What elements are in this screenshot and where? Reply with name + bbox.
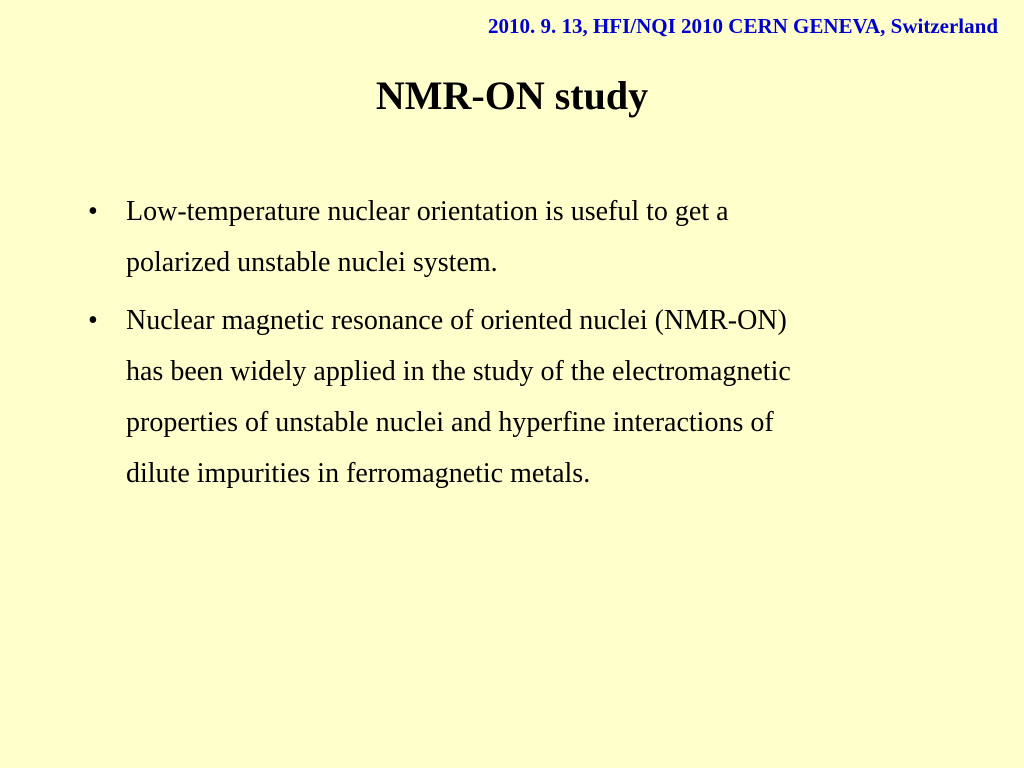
bullet-line: dilute impurities in ferromagnetic metals. xyxy=(126,458,591,489)
bullet-line: Nuclear magnetic resonance of oriented nuclei (NMR-ON) xyxy=(126,305,787,336)
conference-header-note: 2010. 9. 13, HFI/NQI 2010 CERN GENEVA, Switzerland xyxy=(487,14,998,38)
bullet-icon: • xyxy=(88,196,98,227)
bullet-line: has been widely applied in the study of the electromagnetic xyxy=(126,356,791,387)
bullet-line: polarized unstable nuclei system. xyxy=(126,247,498,278)
bullet-line: Low-temperature nuclear orientation is useful to get a xyxy=(126,196,729,227)
slide-title: NMR-ON study xyxy=(375,73,649,118)
bullet-icon: • xyxy=(88,305,98,336)
bullet-list xyxy=(88,186,968,506)
bullet-item xyxy=(88,186,968,288)
bullet-item xyxy=(88,295,968,499)
bullet-line: properties of unstable nuclei and hyperfine interactions of xyxy=(126,407,774,438)
